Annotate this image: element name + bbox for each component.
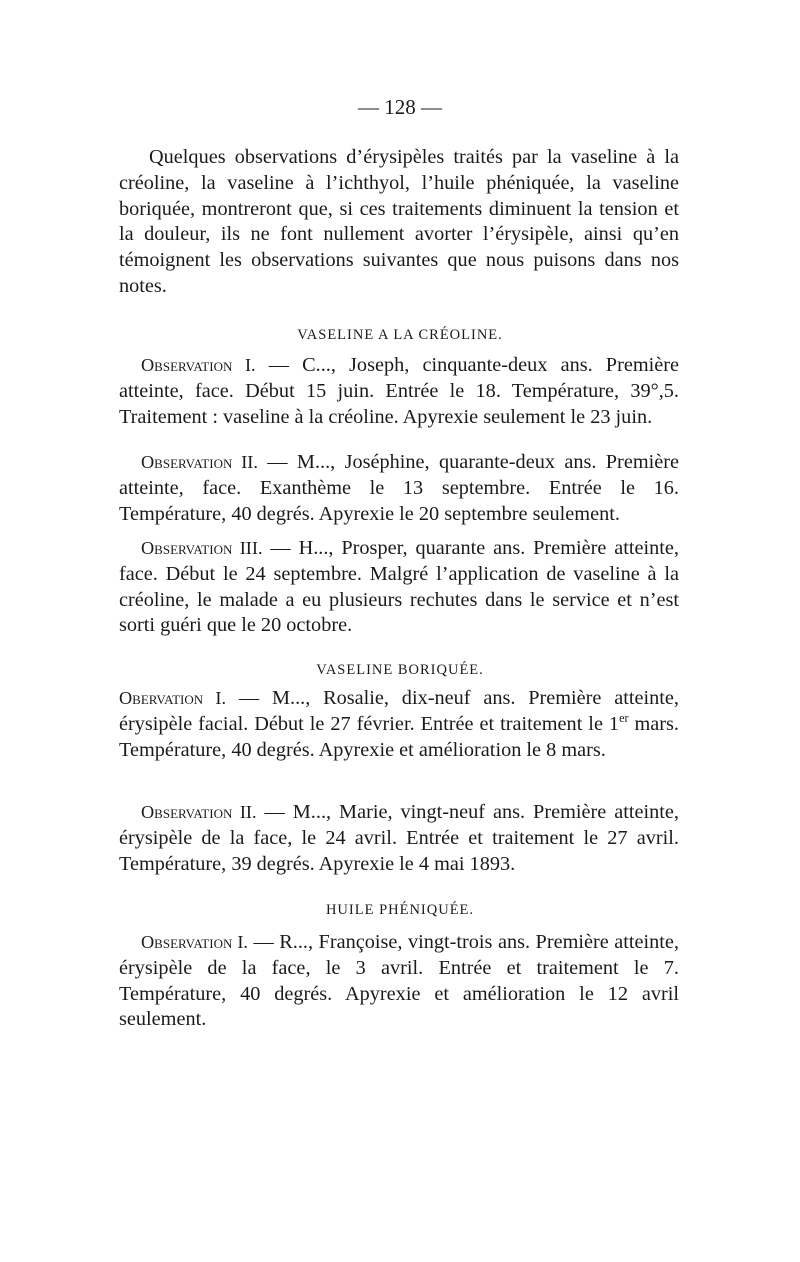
observation-text: — R..., Françoise, vingt-trois ans. Première atteinte, érysipèle de la face, le 3 avril. Entrée et traitement le 7. Température, 40 degrés. Apyrexie et amélioration le 12 avril seulement. (119, 931, 679, 1031)
intro-paragraph (119, 145, 679, 300)
observation-text: — M..., Joséphine, quarante-deux ans. Première atteinte, face. Exanthème le 13 septembre. Entrée le 16. Température, 40 degrés. Apyrexie le 20 septembre seulement. (119, 451, 679, 525)
observation-phenique-1 (119, 930, 679, 1033)
observation-creoline-3 (119, 536, 679, 639)
observation-text: — M..., Rosalie, dix-neuf ans. Première atteinte, érysipèle facial. Début le 27 février. Entrée et traitement le 1 (119, 687, 679, 735)
observation-label: Observation I. (141, 932, 248, 952)
observation-label: Observation III. (141, 538, 263, 558)
page-number: — 128 — (358, 95, 442, 119)
observation-boriquee-1 (119, 686, 679, 763)
observation-text: — C..., Joseph, cinquante-deux ans. Première atteinte, face. Début 15 juin. Entrée le 18. Température, 39°,5. Traitement : vaseline à la créoline. Apyrexie seulement le 23 juin. (119, 354, 679, 428)
section-heading-phenique: HUILE PHÉNIQUÉE. (325, 902, 475, 918)
observation-boriquee-2 (119, 800, 679, 877)
observation-label: Obervation I. (119, 688, 227, 708)
observation-text: — M..., Marie, vingt-neuf ans. Première atteinte, érysipèle de la face, le 24 avril. Entrée et traitement le 27 avril. Température, 39 degrés. Apyrexie le 4 mai 1893. (119, 801, 679, 875)
observation-creoline-2 (119, 450, 679, 527)
observation-label: Observation II. (141, 802, 257, 822)
observation-label: Observation I. (141, 355, 256, 375)
observation-creoline-1 (119, 353, 679, 430)
observation-label: Observation II. (141, 452, 258, 472)
section-heading-boriquee: VASELINE BORIQUÉE. (316, 662, 484, 678)
intro-text: Quelques observations d’érysipèles traités par la vaseline à la créoline, la vaseline à l’ichthyol, l’huile phéniquée, la vaseline boriquée, montreront que, si ces traitements diminuent la tension et la douleur, ils ne font nullement avorter l’érysipèle, ainsi qu’en témoignent les observations suivantes que nous puisons dans nos notes. (119, 146, 679, 297)
ordinal-superscript: er (619, 711, 629, 726)
observation-text: — H..., Prosper, quarante ans. Première atteinte, face. Début le 24 septembre. Malgré l’application de vaseline à la créoline, le malade a eu plusieurs rechutes dans le service et n’est sorti guéri que le 20 octobre. (119, 537, 679, 637)
observation-text-cont: mars. Température, 40 degrés. Apyrexie et amélioration le 8 mars. (119, 712, 679, 761)
section-heading-creoline: VASELINE A LA CRÉOLINE. (297, 327, 503, 343)
